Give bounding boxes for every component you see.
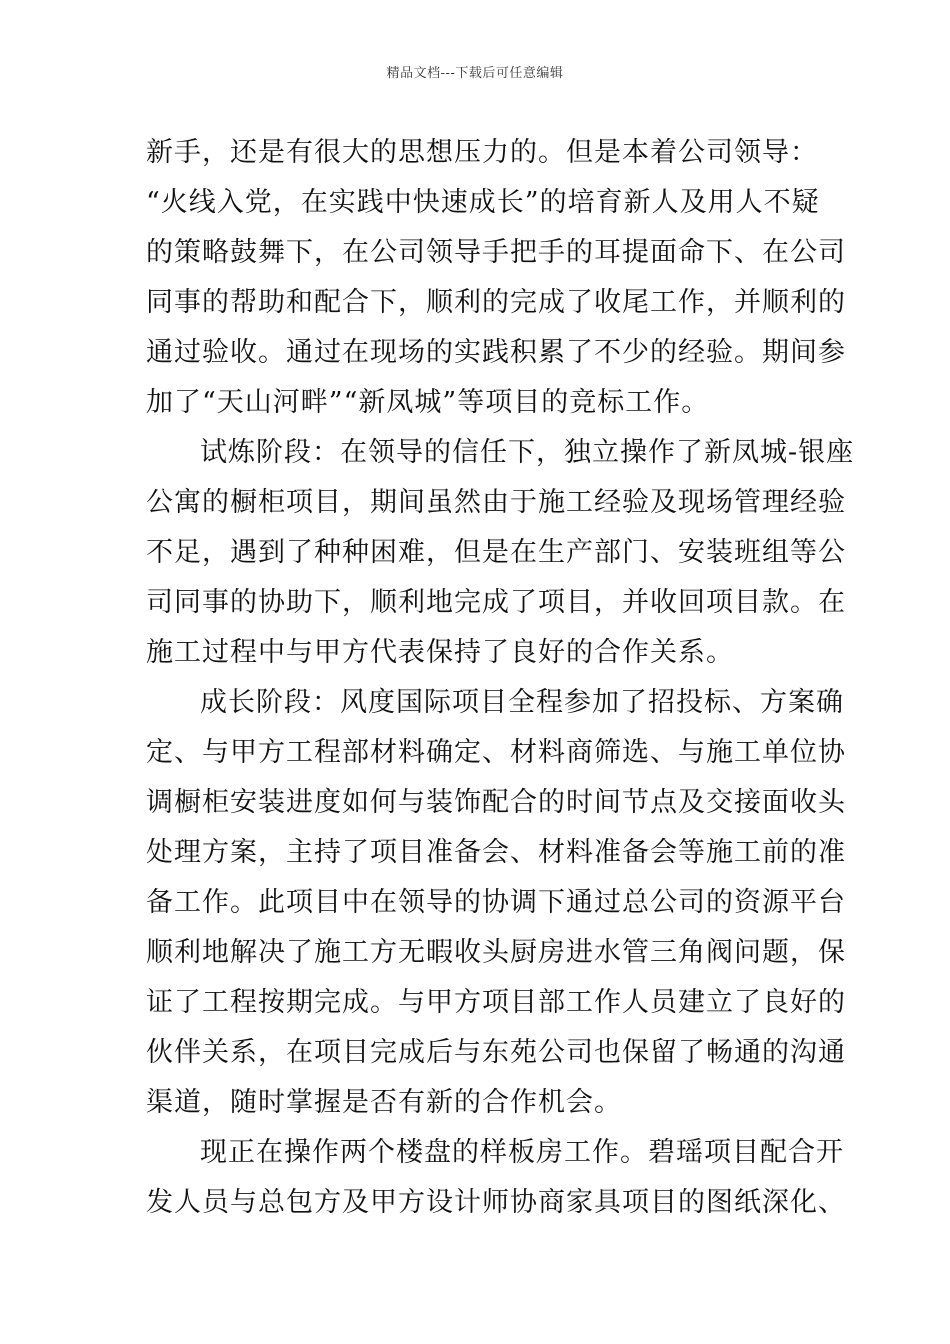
paragraph-first-line: 成长阶段：风度国际项目全程参加了招投标、方案确	[200, 687, 844, 718]
page-header: 精品文档---下载后可任意编辑	[386, 66, 564, 81]
text-line: 司同事的协助下，顺利地完成了项目，并收回项目款。在	[146, 587, 846, 618]
text-line: 定、与甲方工程部材料确定、材料商筛选、与施工单位协	[146, 737, 846, 768]
text-line: 发人员与总包方及甲方设计师协商家具项目的图纸深化、	[146, 1187, 846, 1218]
text-line: 处理方案，主持了项目准备会、材料准备会等施工前的准	[146, 837, 846, 868]
text-line: “火线入党，在实践中快速成长”的培育新人及用人不疑	[146, 187, 820, 218]
text-line: 通过验收。通过在现场的实践积累了不少的经验。期间参	[146, 337, 846, 368]
text-line: 加了“天山河畔”“新凤城”等项目的竞标工作。	[146, 387, 710, 418]
text-line: 证了工程按期完成。与甲方项目部工作人员建立了良好的	[146, 987, 846, 1018]
text-line: 的策略鼓舞下，在公司领导手把手的耳提面命下、在公司	[146, 237, 846, 268]
document-body	[146, 128, 855, 1228]
text-line: 渠道，随时掌握是否有新的合作机会。	[146, 1087, 622, 1118]
paragraph-first-line: 试炼阶段：在领导的信任下，独立操作了新凤城-银座	[200, 437, 855, 468]
text-line: 伙伴关系，在项目完成后与东苑公司也保留了畅通的沟通	[146, 1037, 846, 1068]
paragraph-first-line: 现正在操作两个楼盘的样板房工作。碧瑶项目配合开	[200, 1137, 844, 1168]
text-line: 备工作。此项目中在领导的协调下通过总公司的资源平台	[146, 887, 846, 918]
text-line: 调橱柜安装进度如何与装饰配合的时间节点及交接面收头	[146, 787, 846, 818]
text-line: 同事的帮助和配合下，顺利的完成了收尾工作，并顺利的	[146, 287, 846, 318]
text-line: 顺利地解决了施工方无暇收头厨房进水管三角阀问题，保	[146, 937, 846, 968]
text-line: 施工过程中与甲方代表保持了良好的合作关系。	[146, 637, 734, 668]
text-line: 不足，遇到了种种困难，但是在生产部门、安装班组等公	[146, 537, 846, 568]
text-line: 新手，还是有很大的思想压力的。但是本着公司领导：	[146, 137, 818, 168]
text-line: 公寓的橱柜项目，期间虽然由于施工经验及现场管理经验	[146, 487, 846, 518]
